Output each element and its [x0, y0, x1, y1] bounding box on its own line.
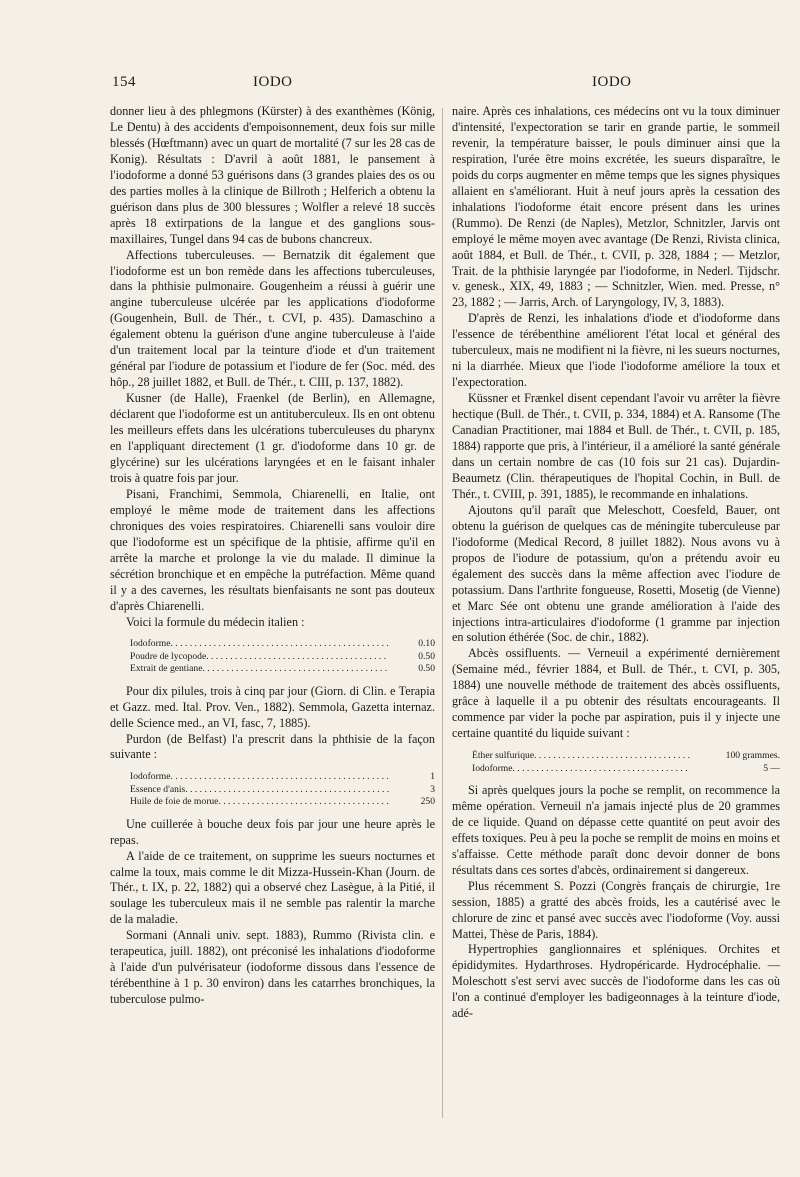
running-title-left: IODO: [253, 74, 293, 90]
paragraph: Abcès ossifluents. — Verneuil a expérimenté dernièrement (Semaine méd., février 1884, et Bull. de Thér., t. CVI, p. 305, 1884) une nouvelle méthode de traitement des abcès ossifluents, grâce à laquelle il a pu obtenir des résultats encourageants. Il commence par vider la poche par aspiration, puis il y injecte une certaine quantité du liquide suivant :: [452, 646, 780, 741]
right-column: [452, 104, 780, 1022]
paragraph: Ajoutons qu'il paraît que Meleschott, Coesfeld, Bauer, ont obtenu la guérison de quelques cas de méningite tuberculeuse par l'iodoforme (Medical Record, 8 juillet 1882). Nous avons vu à propos de l'iodure de potassium, qu'on a prétendu avoir eu également des succès dans la même affection avec l'iodure de potassium. Dans l'arthrite fongueuse, Rosetti, Mosetig (de Vienne) et Marc Sée ont obtenu une grande amélioration à l'aide des injections intra-articulaires d'iodoforme (1 gramme par injection en solution éthérée (Soc. de chir., 1882).: [452, 502, 780, 645]
paragraph: Voici la formule du médecin italien :: [126, 614, 305, 629]
formula-row: [130, 771, 435, 783]
running-title-right: IODO: [592, 74, 632, 90]
formula-row: [130, 784, 435, 796]
leader-dots: [218, 796, 389, 808]
ingredient-name: Iodoforme: [472, 762, 513, 774]
ingredient-name: Iodoforme: [130, 771, 171, 783]
leader-dots: [202, 663, 389, 675]
formula-purdon: [130, 771, 435, 808]
paragraph: D'après de Renzi, les inhalations d'iode et d'iodoforme dans l'essence de térébenthine améliorent l'état local et général des tuberculeux, mais ne modifient ni la fièvre, ni les sueurs nocturnes, ni la diarrhée. Mieux que l'iode l'iodoforme améliore la toux et l'expectoration.: [452, 311, 780, 390]
paragraph: Pisani, Franchimi, Semmola, Chiarenelli, en Italie, ont employé le même mode de traitement dans les affections chroniques des voies respiratoires. Chiarenelli sans vouloir dire que l'iodoforme est un spécifique de la phtisie, affirme qu'il en arrête la marche et prolonge la vie du malade. Il diminue la sécrétion bronchique et en empêche la putréfaction. Même quand il y a des cavernes, les résultats bienfaisants ne sont pas douteux d'après Chiarenelli.: [110, 486, 435, 613]
ingredient-name: Extrait de gentiane: [130, 663, 203, 675]
leader-dots: [513, 763, 691, 775]
formula-verneuil: [472, 750, 780, 775]
running-header: [0, 74, 800, 96]
ingredient-quantity: 3: [430, 783, 435, 795]
ingredient-quantity: 5 —: [763, 762, 780, 774]
formula-row: [130, 796, 435, 808]
leader-dots: [534, 750, 690, 762]
paragraph: Pour dix pilules, trois à cinq par jour (Giorn. di Clin. e Terapia et Gazz. med. Ital. Prov. Ven., 1882). Semmola, Gazetta internaz. delle Science med., an VI, fasc, 7, 1885).: [110, 683, 435, 730]
ingredient-name: Éther sulfurique: [472, 750, 535, 762]
leader-dots: [206, 651, 389, 663]
ingredient-name: Iodoforme: [130, 638, 171, 650]
ingredient-name: Poudre de lycopode: [130, 650, 207, 662]
ingredient-quantity: 0.50: [418, 650, 435, 662]
leader-dots: [185, 784, 389, 796]
ingredient-name: Huile de foie de morue: [130, 796, 219, 808]
leader-dots: [171, 638, 390, 650]
formula-row: [130, 638, 435, 650]
ingredient-quantity: 0.10: [418, 638, 435, 650]
paragraph: naire. Après ces inhalations, ces médecins ont vu la toux diminuer d'intensité, l'expectoration se tarir en grande partie, le sommeil revenir, la température baisser, le pouls diminuer ainsi que la respiration, l'urée être moins excrétée, les sueurs disparaître, le poids du corps augmenter en même temps que les signes physiques allaient en s'améliorant. Huit à neuf jours après la cessation des inhalations l'iodoforme était encore présent dans les urines (Rummo). De Renzi (de Naples), Metzlor, Schnitzler, Jarvis ont employé le même moyen avec avantage (De Renzi, Rivista clinica, août 1884, et Bull. de Thér., t. CVII, p. 328, 1884 ; — Metzlor, Trait. de la phthisie laryngée par l'iodoforme, in Nederl. Tijdschr. v. genesk., XIX, 49, 1883 ; — Schnitzler, Wien. med. Presse, n° 23, 1882 ; — Jarris, Arch. of Laryngology, IV, 3, 1883).: [452, 104, 780, 310]
formula-italian: [130, 638, 435, 675]
paragraph: Hypertrophies ganglionnaires et spléniques. Orchites et épididymites. Hydarthroses. Hydropéricarde. Hydrocéphalie. — Moleschott s'est servi avec succès de l'iodoforme dans les cas où l'on a continué d'employer les badigeonnages à la teinture d'iode, adé-: [452, 942, 780, 1021]
ingredient-name: Essence d'anis: [130, 783, 186, 795]
ingredient-quantity: 0.50: [418, 663, 435, 675]
formula-row: [472, 763, 780, 775]
page-number: 154: [112, 74, 136, 90]
paragraph: donner lieu à des phlegmons (Kürster) à des exanthèmes (König, Le Dentu) à des accidents d'empoisonnement, deux fois sur mille blessés (Hœftmann) avec un quart de mortalité (7 sur les 28 cas de Konig). Résultats : D'avril à août 1881, le pansement à l'iodoforme a donné 53 guérisons dans (3 grandes plaies des os ou des parties molles à la clinique de Billroth ; Helferich a obtenu la guérison dans plus de 300 blessures ; Wolfler a relevé 18 succès après 18 extirpations de la langue et des ganglions sous-maxillaires, Tungel dans 94 cas de bubons chancreux.: [110, 104, 435, 246]
ingredient-quantity: 1: [430, 771, 435, 783]
column-divider: [442, 108, 443, 1118]
paragraph: Plus récemment S. Pozzi (Congrès français de chirurgie, 1re session, 1885) a gratté des abcès froids, les a cautérisé avec le chlorure de zinc et pansé avec succès avec l'iodoforme (Voy. aussi Mattei, Thèse de Paris, 1884).: [452, 878, 780, 941]
paragraph: Küssner et Frænkel disent cependant l'avoir vu arrêter la fièvre hectique (Bull. de Thér., t. CVII, p. 334, 1884) et A. Ransome (The Canadian Practitioner, mai 1884 et Bull. de Thér., t. CVII, p. 185, 1884) rapporte que pris, à l'intérieur, il a amélioré la santé générale dans un certain nombre de cas (10 fois sur 21 cas). Dujardin-Beaumetz (Clin. thérapeutiques de l'hopital Cochin, in Bull. de Thér., t. CVIII, p. 391, 1885), le recommande en inhalations.: [452, 391, 780, 501]
left-column: [110, 104, 435, 1008]
ingredient-quantity: 100 grammes.: [725, 750, 780, 762]
paragraph: Affections tuberculeuses. — Bernatzik dit également que l'iodoforme est un bon remède dans les affections tuberculeuses, dans la phthisie pulmonaire. Gougenheim a réussi à guérir une angine tuberculeuse ulcérée par les applications d'iodoforme (Gougenhein, Bull. de Thér., t. CVI, p. 435). Damaschino a également obtenu la guérison d'une angine tuberculeuse à l'aide d'un traitement local par la teinture d'iode et d'un traitement général par l'iodure de potassium et l'iodure de fer (Soc. méd. des hôp., 28 juillet 1882, et Bull. de Thér., t. CIII, p. 137, 1882).: [110, 247, 435, 390]
paragraph: Kusner (de Halle), Fraenkel (de Berlin), en Allemagne, déclarent que l'iodoforme est un antituberculeux. Ils en ont obtenu les meilleurs effets dans les ulcérations tuberculeuses du pharynx en l'appliquant directement (1 gr. d'iodoforme dans 10 gr. de glycérine) sur les ulcérations laryngées et en le faisant inhaler trois à quatre fois par jour.: [110, 391, 435, 485]
paragraph: A l'aide de ce traitement, on supprime les sueurs nocturnes et calme la toux, mais comme le dit Mizza-Hussein-Khan (Journ. de Thér., t. IX, p. 22, 1882) qui a observé chez Lasègue, à la Pitié, il soulage les tuberculeux mais il ne semble pas ralentir la marche de la maladie.: [110, 848, 435, 927]
formula-row: [472, 750, 780, 762]
paragraph: Une cuillerée à bouche deux fois par jour une heure après le repas.: [110, 816, 435, 847]
leader-dots: [171, 771, 390, 783]
paragraph: Si après quelques jours la poche se remplit, on recommence la même opération. Verneuil n'a jamais injecté plus de 20 grammes de ce liquide. Quand on dépasse cette quantité on peut avoir des effets toxiques. Peu à peu la poche se remplit de moins en moins et s'affaisse. Cette méthode paraît donc devoir donner de bons résultats dans ces sortes d'abcès, ordinairement si dangereux.: [452, 782, 780, 877]
formula-row: [130, 663, 435, 675]
formula-row: [130, 651, 435, 663]
ingredient-quantity: 250: [420, 796, 435, 808]
paragraph: Purdon (de Belfast) l'a prescrit dans la phthisie de la façon suivante :: [110, 731, 435, 762]
paragraph: Sormani (Annali univ. sept. 1883), Rummo (Rivista clin. e terapeutica, juill. 1882), ont préconisé les inhalations d'iodoforme à l'aide d'un pulvérisateur (iodoforme dissous dans l'essence de térébenthine à 1 p. 30 environ) dans les catarrhes bronchiques, la tuberculose pulmo-: [110, 928, 435, 1007]
